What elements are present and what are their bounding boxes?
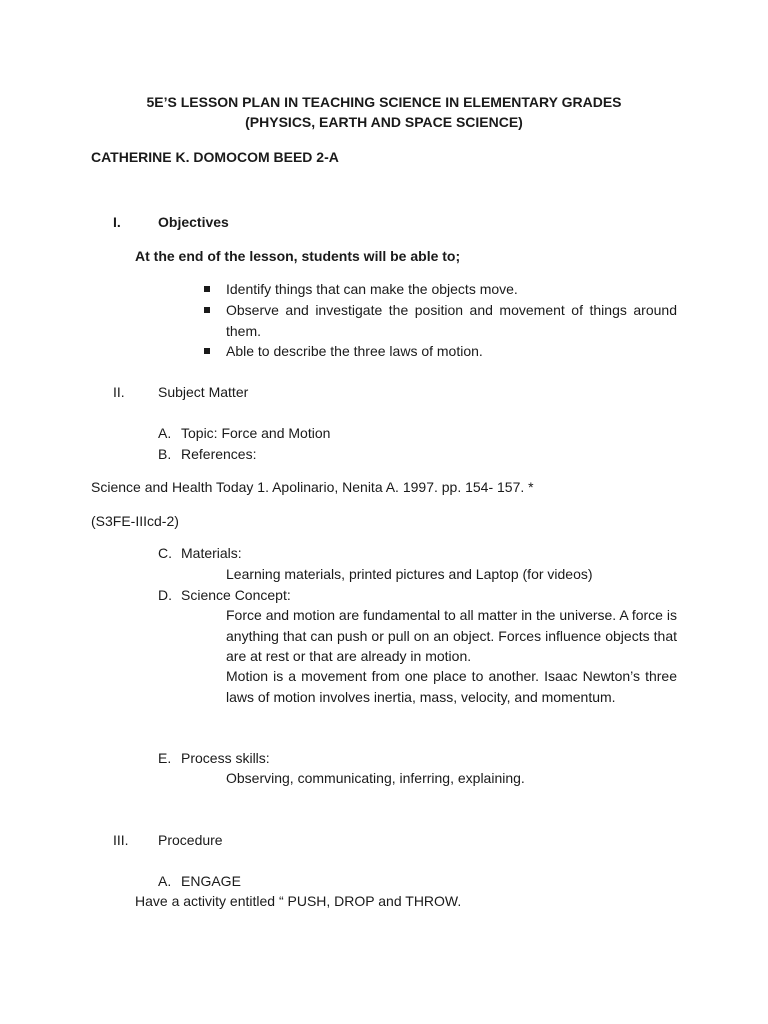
- section-1-heading: Objectives: [158, 214, 229, 230]
- materials-detail: Learning materials, printed pictures and Laptop (for videos): [226, 566, 593, 582]
- section-3-heading: Procedure: [158, 832, 223, 848]
- references-label: References:: [181, 446, 257, 462]
- objectives-intro: At the end of the lesson, students will be able to;: [135, 248, 461, 264]
- materials-label: Materials:: [181, 545, 242, 561]
- science-concept-paragraph-1: Force and motion are fundamental to all matter in the universe. A force is anything that can push or pull on an object. Forces influence objects that are at rest or that are already in motion.: [226, 607, 677, 664]
- topic-line: Topic: Force and Motion: [181, 425, 331, 441]
- engage-letter: A.: [158, 873, 172, 889]
- bullet-marker: [204, 307, 210, 313]
- objective-item-3: Able to describe the three laws of motion.: [226, 343, 483, 359]
- item-b-letter: B.: [158, 446, 172, 462]
- author-line: CATHERINE K. DOMOCOM BEED 2-A: [91, 149, 339, 165]
- activity-description: Have a activity entitled “ PUSH, DROP and THROW.: [135, 893, 462, 909]
- reference-citation: Science and Health Today 1. Apolinario, Nenita A. 1997. pp. 154- 157. *: [91, 479, 534, 495]
- engage-label: ENGAGE: [181, 873, 241, 889]
- bullet-marker: [204, 286, 210, 292]
- section-2-heading: Subject Matter: [158, 384, 249, 400]
- objective-item-1: Identify things that can make the objects move.: [226, 281, 518, 297]
- section-1-numeral: I.: [113, 214, 121, 230]
- item-d-letter: D.: [158, 587, 172, 603]
- objective-item-2: Observe and investigate the position and movement of things around them.: [226, 302, 677, 339]
- competency-code: (S3FE-IIIcd-2): [91, 513, 179, 529]
- science-concept-label: Science Concept:: [181, 587, 291, 603]
- item-c-letter: C.: [158, 545, 172, 561]
- process-skills-label: Process skills:: [181, 750, 270, 766]
- process-skills-detail: Observing, communicating, inferring, explaining.: [226, 770, 525, 786]
- science-concept-paragraph-2: Motion is a movement from one place to another. Isaac Newton’s three laws of motion involves inertia, mass, velocity, and momentum.: [226, 668, 677, 705]
- bullet-marker: [204, 348, 210, 354]
- document-title-line-2: (PHYSICS, EARTH AND SPACE SCIENCE): [245, 114, 523, 130]
- item-a-letter: A.: [158, 425, 172, 441]
- section-2-numeral: II.: [113, 384, 125, 400]
- document-title-line-1: 5E’S LESSON PLAN IN TEACHING SCIENCE IN ELEMENTARY GRADES: [146, 94, 622, 110]
- item-e-letter: E.: [158, 750, 172, 766]
- section-3-numeral: III.: [113, 832, 129, 848]
